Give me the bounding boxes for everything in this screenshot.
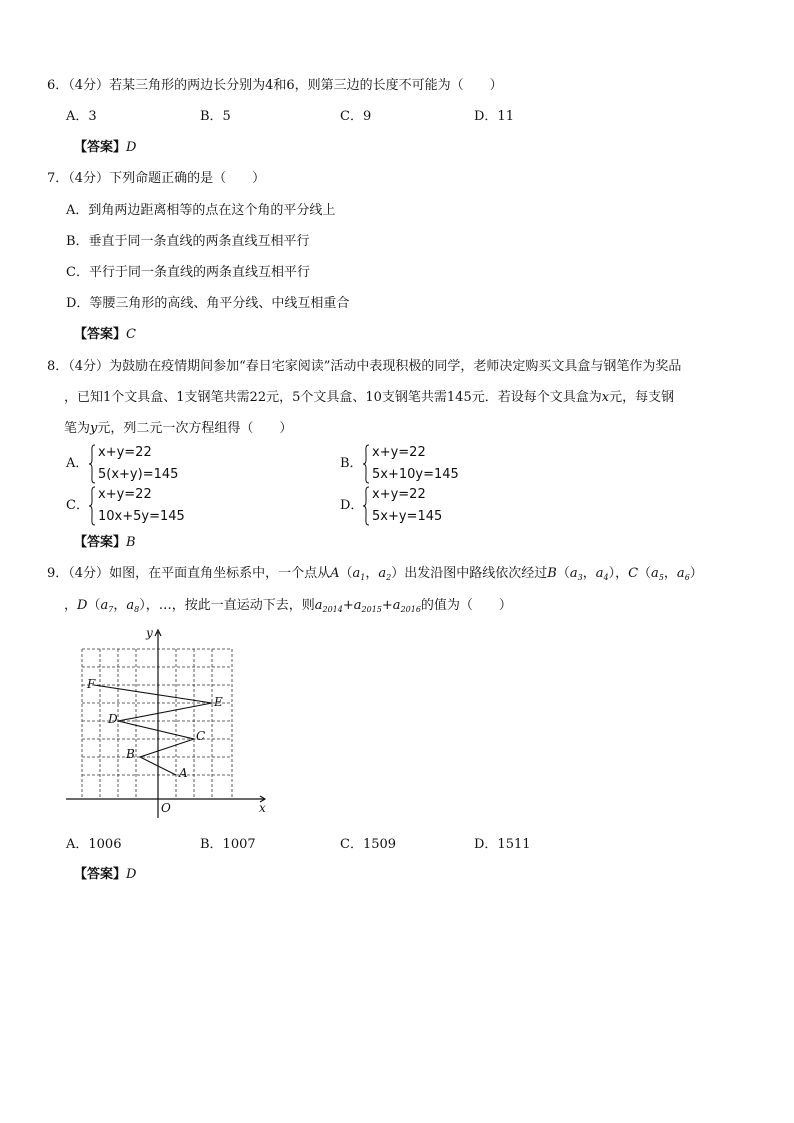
q9-score: （4分） <box>68 566 110 581</box>
origin-label: O <box>161 801 171 815</box>
brace-icon <box>362 486 370 526</box>
q8-score: （4分） <box>68 359 110 374</box>
q9-sub-a1: 1 <box>360 573 366 582</box>
q7-answer-label: 【答案】 <box>74 327 127 342</box>
q8-option-c-label: C． <box>66 498 89 513</box>
q9-sub-2015: 2015 <box>361 605 382 614</box>
q8-option-c-eq2: 10x+5y=145 <box>98 509 185 524</box>
q7-number: 7． <box>47 171 69 186</box>
y-axis-label: y <box>146 626 153 640</box>
q7-option-a[interactable]: A．到角两边距离相等的点在这个角的平分线上 <box>66 203 336 218</box>
q7-text: 下列命题正确的是（ ） <box>109 171 266 186</box>
q9-sub-2014: 2014 <box>322 605 343 614</box>
q8-text-3b: 元，列二元一次方程组得（ ） <box>97 421 293 436</box>
q6-option-c[interactable]: C．9 <box>340 109 372 124</box>
q9-sub-a4: 4 <box>603 573 609 582</box>
q8-option-b[interactable] <box>340 444 580 486</box>
q9-text-2b: ，…，按此一直运动下去，则 <box>145 598 315 613</box>
q9-point-c: C <box>628 566 639 581</box>
q8-option-a-eq1: x+y=22 <box>98 445 152 460</box>
q6-number: 6． <box>47 78 69 93</box>
q8-number: 8． <box>47 359 69 374</box>
q9-text-1b: 出发沿图中路线依次经过 <box>404 566 548 581</box>
q8-option-c-eq1: x+y=22 <box>98 487 152 502</box>
brace-icon <box>362 444 370 484</box>
point-f-label: F <box>87 677 96 691</box>
q7-option-d[interactable]: D．等腰三角形的高线、角平分线、中线互相重合 <box>66 296 350 311</box>
q7-option-b[interactable]: B．垂直于同一条直线的两条直线互相平行 <box>66 234 310 249</box>
q7-option-c[interactable]: C．平行于同一条直线的两条直线互相平行 <box>66 265 310 280</box>
q9-stem-line2: ，$D(a_7$，$a_8$），…，按此一直运动下去，则$a_{2014}+a_{2015}+a_{2016}$的值为（ ） <box>64 598 512 614</box>
q9-text-1a: 如图，在平面直角坐标系中，一个点从 <box>109 566 331 581</box>
q8-stem-line2 <box>64 389 674 407</box>
q9-sub-a7: 7 <box>108 605 114 614</box>
q6-answer-label: 【答案】 <box>74 140 127 155</box>
point-e-label: E <box>214 695 223 709</box>
q8-text-2b: 元，每支钢 <box>609 390 675 405</box>
q6-text: 若某三角形的两边长分别为4和6，则第三边的长度不可能为（ ） <box>109 78 503 93</box>
q8-stem-line1 <box>47 358 681 376</box>
x-axis-label: x <box>259 801 266 815</box>
q9-sub-2016: 2016 <box>400 605 421 614</box>
q8-text-3a: 笔为 <box>64 421 91 436</box>
q8-answer-value: B <box>126 535 136 550</box>
q6-stem <box>47 77 503 95</box>
q9-coordinate-figure <box>60 624 275 820</box>
q8-option-b-eq1: x+y=22 <box>372 445 426 460</box>
q8-text-1: 为鼓励在疫情期间参加“春日宅家阅读”活动中表现积极的同学，老师决定购买文具盒与钢笔作为奖品 <box>109 359 682 374</box>
q8-option-d-eq1: x+y=22 <box>372 487 426 502</box>
q9-option-c[interactable]: C．1509 <box>340 837 397 852</box>
q7-score: （4分） <box>68 171 110 186</box>
q9-text-2c: 的值为（ ） <box>420 598 512 613</box>
q7-answer-value: C <box>126 327 136 342</box>
q6-option-b[interactable]: B．5 <box>200 109 231 124</box>
point-b-label: B <box>126 747 135 761</box>
q9-option-a[interactable]: A．1006 <box>66 837 122 852</box>
grid <box>82 649 232 799</box>
q8-var-x: x <box>601 390 610 405</box>
point-c-label: C <box>196 729 206 743</box>
q9-point-a: A <box>330 566 340 581</box>
q9-stem-line1: 9．（4分）如图，在平面直角坐标系中，一个点从$A(a_1$，$a_2$）出发沿图中路线依次经过$B(a_3$，$a_4$），$C(a_5$，$a_6$） <box>47 566 703 582</box>
q6-option-d[interactable]: D．11 <box>474 109 514 124</box>
q7-answer <box>74 326 136 344</box>
q9-point-b: B <box>547 566 557 581</box>
q8-stem-line3 <box>64 420 292 438</box>
q9-option-d[interactable]: D．1511 <box>474 837 531 852</box>
q9-answer-value: D <box>126 867 137 882</box>
q8-option-c[interactable] <box>66 486 306 528</box>
q8-answer-label: 【答案】 <box>74 535 127 550</box>
q8-option-a-label: A． <box>66 456 89 471</box>
q8-option-a-eq2: 5(x+y)=145 <box>98 467 179 482</box>
q6-answer <box>74 139 136 157</box>
q8-option-d[interactable] <box>340 486 580 528</box>
q8-answer <box>74 534 136 552</box>
q9-option-b[interactable]: B．1007 <box>200 837 256 852</box>
q9-sub-a2: 2 <box>386 573 392 582</box>
q9-sub-a6: 6 <box>684 573 690 582</box>
point-a-label: A <box>179 766 188 780</box>
q6-option-a[interactable]: A．3 <box>66 109 97 124</box>
q8-option-d-label: D． <box>340 498 364 513</box>
q8-text-2a: ，已知1个文具盒、1支钢笔共需22元，5个文具盒、10支钢笔共需145元．若设每个文具盒为 <box>64 390 602 405</box>
brace-icon <box>88 486 96 526</box>
q9-sub-a8: 8 <box>134 605 140 614</box>
q6-answer-value: D <box>126 140 137 155</box>
q6-score: （4分） <box>68 78 110 93</box>
q9-number: 9． <box>47 566 69 581</box>
q8-var-y: y <box>90 421 98 436</box>
q8-option-b-label: B． <box>340 456 363 471</box>
q9-sub-a3: 3 <box>577 573 583 582</box>
q8-option-b-eq2: 5x+10y=145 <box>372 467 459 482</box>
point-d-label: D <box>108 712 118 726</box>
q9-sub-a5: 5 <box>658 573 664 582</box>
q7-stem <box>47 170 265 188</box>
q9-answer-label: 【答案】 <box>74 867 127 882</box>
q8-option-d-eq2: 5x+y=145 <box>372 509 443 524</box>
axes <box>66 630 265 818</box>
q9-answer <box>74 866 136 884</box>
brace-icon <box>88 444 96 484</box>
q8-option-a[interactable] <box>66 444 306 486</box>
q9-point-d: D <box>77 598 88 613</box>
